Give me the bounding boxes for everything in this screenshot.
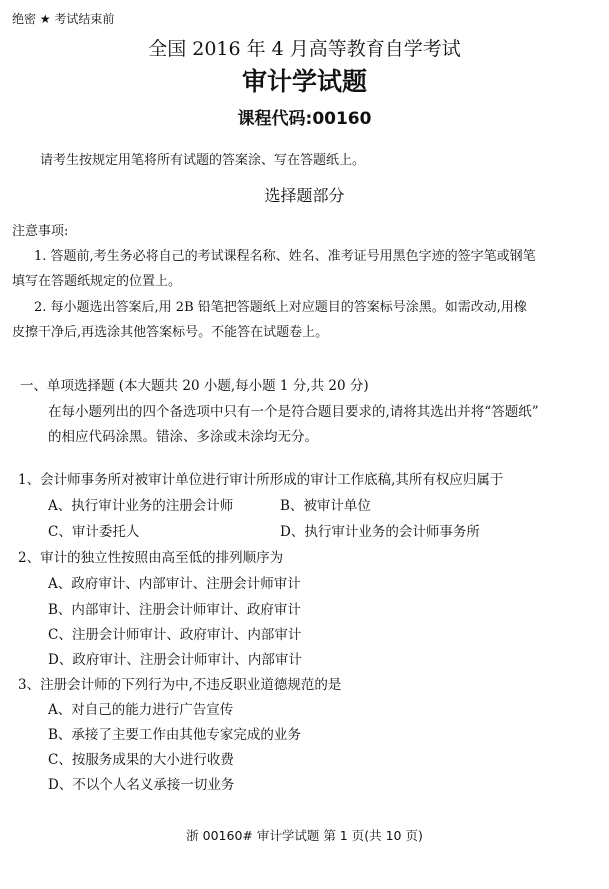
question-option: D、政府审计、注册会计师审计、内部审计	[48, 652, 302, 668]
question-option: D、不以个人名义承接一切业务	[48, 777, 235, 793]
question-stem: 2、审计的独立性按照由高至低的排列顺序为	[18, 550, 284, 566]
question-option: C、注册会计师审计、政府审计、内部审计	[48, 627, 302, 643]
note-item-1-line-2: 填写在答题纸规定的位置上。	[12, 274, 182, 289]
general-instruction: 请考生按规定用笔将所有试题的答案涂、写在答题纸上。	[40, 153, 366, 168]
part-one-description-line-2: 的相应代码涂黑。错涂、多涂或未涂均无分。	[48, 429, 318, 445]
confidential-label: 绝密 ★ 考试结束前	[12, 12, 115, 26]
question-option: C、审计委托人	[48, 524, 140, 540]
question-option: C、按服务成果的大小进行收费	[48, 752, 234, 768]
page-footer: 浙 00160# 审计学试题 第 1 页(共 10 页)	[186, 828, 423, 843]
question-option: A、政府审计、内部审计、注册会计师审计	[48, 576, 301, 592]
question-option: D、执行审计业务的会计师事务所	[280, 524, 480, 540]
question-option: A、执行审计业务的注册会计师	[48, 498, 234, 514]
question-option: B、被审计单位	[280, 498, 371, 514]
question-option: B、承接了主要工作由其他专家完成的业务	[48, 727, 301, 743]
question-stem: 3、注册会计师的下列行为中,不违反职业道德规范的是	[18, 677, 342, 693]
part-one-heading: 一、单项选择题 (本大题共 20 小题,每小题 1 分,共 20 分)	[20, 378, 369, 394]
exam-title: 全国 2016 年 4 月高等教育自学考试	[148, 38, 461, 60]
question-option: B、内部审计、注册会计师审计、政府审计	[48, 602, 301, 618]
section-heading: 选择题部分	[264, 186, 345, 205]
course-code: 课程代码:00160	[237, 109, 372, 129]
question-option: A、对自己的能力进行广告宣传	[48, 702, 234, 718]
question-stem: 1、会计师事务所对被审计单位进行审计所形成的审计工作底稿,其所有权应归属于	[18, 472, 504, 488]
note-item-1-line-1: 1. 答题前,考生务必将自己的考试课程名称、姓名、准考证号用黑色字迹的签字笔或钢笔	[34, 249, 536, 264]
note-item-2-line-1: 2. 每小题选出答案后,用 2B 铅笔把答题纸上对应题目的答案标号涂黑。如需改动,用橡	[34, 300, 527, 315]
part-one-description-line-1: 在每小题列出的四个备选项中只有一个是符合题目要求的,请将其选出并将“答题纸”	[48, 404, 539, 420]
notes-label: 注意事项:	[12, 224, 69, 239]
note-item-2-line-2: 皮擦干净后,再选涂其他答案标号。不能答在试题卷上。	[12, 325, 329, 340]
subject-title: 审计学试题	[241, 67, 367, 96]
